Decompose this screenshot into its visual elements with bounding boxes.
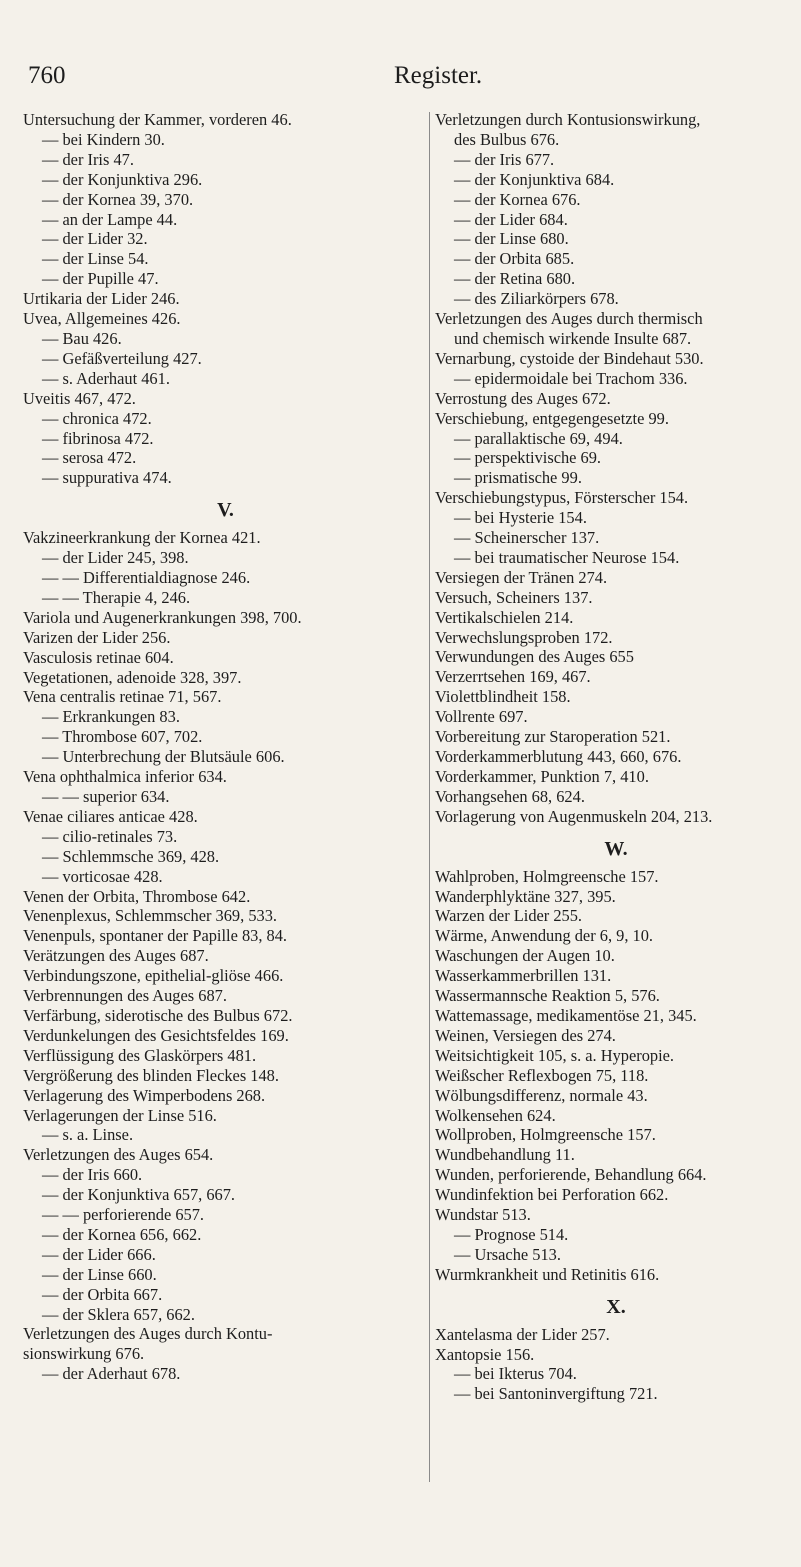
index-entry: — der Lider 666. <box>42 1244 156 1264</box>
index-entry: Verwundungen des Auges 655 <box>435 647 634 667</box>
index-entry: — — Differentialdiagnose 246. <box>42 568 251 588</box>
index-entry: Wundinfektion bei Perforation 662. <box>435 1185 669 1205</box>
index-entry: — der Orbita 685. <box>454 249 575 269</box>
index-entry: — — perforierende 657. <box>42 1205 205 1225</box>
index-entry: — des Ziliarkörpers 678. <box>454 289 619 309</box>
index-entry: Untersuchung der Kammer, vorderen 46. <box>23 110 292 129</box>
index-entry: — Scheinerscher 137. <box>454 528 600 548</box>
index-entry: — cilio-retinales 73. <box>42 826 178 846</box>
index-entry: Vena ophthalmica inferior 634. <box>23 767 227 787</box>
index-entry: — bei Santoninvergiftung 721. <box>454 1384 658 1404</box>
index-entry: — bei Kindern 30. <box>42 129 165 149</box>
index-entry: — der Iris 47. <box>42 149 134 169</box>
index-entry: Weißscher Reflexbogen 75, 118. <box>435 1065 649 1085</box>
index-entry: Wolkensehen 624. <box>435 1105 556 1125</box>
index-entry: — an der Lampe 44. <box>42 209 178 229</box>
section-letter: V. <box>217 499 234 522</box>
index-entry: Violettblindheit 158. <box>435 687 571 707</box>
index-entry: — Ursache 513. <box>454 1244 561 1264</box>
section-letter: X. <box>606 1295 626 1318</box>
index-entry: Vasculosis retinae 604. <box>23 647 174 667</box>
index-entry: — prismatische 99. <box>454 468 582 488</box>
index-entry: Wundbehandlung 11. <box>435 1145 575 1165</box>
index-entry: Vena centralis retinae 71, 567. <box>23 687 222 707</box>
index-entry: und chemisch wirkende Insulte 687. <box>454 328 692 348</box>
index-entry: Uveitis 467, 472. <box>23 388 136 408</box>
index-entry: — Thrombose 607, 702. <box>42 727 203 747</box>
index-entry: — — Therapie 4, 246. <box>42 587 191 607</box>
index-entry: Verletzungen des Auges durch Kontu- <box>23 1324 273 1344</box>
index-entry: — bei Hysterie 154. <box>454 508 587 528</box>
index-entry: — Prognose 514. <box>454 1224 569 1244</box>
index-entry: — der Lider 245, 398. <box>42 548 189 568</box>
index-entry: Verletzungen durch Kontusionswirkung, <box>435 110 701 129</box>
index-entry: Vorderkammerblutung 443, 660, 676. <box>435 747 682 766</box>
index-entry: — der Lider 684. <box>454 209 568 229</box>
index-entry: Vorhangsehen 68, 624. <box>435 786 585 806</box>
index-entry: — perspektivische 69. <box>454 448 602 468</box>
index-entry: — der Konjunktiva 684. <box>454 169 615 189</box>
index-entry: — chronica 472. <box>42 408 152 428</box>
index-entry: — der Konjunktiva 657, 667. <box>42 1185 236 1205</box>
index-entry: Urtikaria der Lider 246. <box>23 289 180 309</box>
index-entry: — der Sklera 657, 662. <box>42 1304 195 1324</box>
index-entry: Venae ciliares anticae 428. <box>23 806 198 826</box>
index-entry: Verzerrtsehen 169, 467. <box>435 667 591 687</box>
index-entry: — der Orbita 667. <box>42 1284 163 1304</box>
index-entry: — der Konjunktiva 296. <box>42 169 203 189</box>
index-entry: Wölbungsdifferenz, normale 43. <box>435 1085 648 1105</box>
index-entry: Verletzungen des Auges durch thermisch <box>435 309 703 329</box>
index-entry: Verbindungszone, epithelial-gliöse 466. <box>23 966 284 986</box>
page-number: 760 <box>28 62 66 89</box>
index-entry: Vollrente 697. <box>435 707 528 727</box>
index-entry: Vegetationen, adenoide 328, 397. <box>23 667 242 687</box>
index-entry: — Erkrankungen 83. <box>42 707 180 727</box>
index-entry: Xantopsie 156. <box>435 1344 535 1364</box>
index-entry: Weinen, Versiegen des 274. <box>435 1025 616 1045</box>
index-entry: sionswirkung 676. <box>23 1344 145 1364</box>
index-entry: Wollproben, Holmgreensche 157. <box>435 1125 656 1145</box>
index-entry: Xantelasma der Lider 257. <box>435 1324 610 1344</box>
index-entry: — serosa 472. <box>42 448 137 468</box>
index-entry: Verlagerung des Wimperbodens 268. <box>23 1085 266 1105</box>
index-entry: — der Iris 660. <box>42 1165 143 1185</box>
index-entry: — der Retina 680. <box>454 269 576 289</box>
index-entry: — der Linse 680. <box>454 229 569 249</box>
index-entry: — Unterbrechung der Blutsäule 606. <box>42 747 285 767</box>
index-entry: — der Iris 677. <box>454 149 555 169</box>
index-entry: Vertikalschielen 214. <box>435 607 574 627</box>
index-entry: Wundstar 513. <box>435 1205 531 1225</box>
index-entry: Varizen der Lider 256. <box>23 627 171 647</box>
index-entry: Vorlagerung von Augenmuskeln 204, 213. <box>435 806 713 826</box>
index-entry: — Bau 426. <box>42 328 122 348</box>
index-entry: Vakzineerkrankung der Kornea 421. <box>23 528 261 548</box>
page-header <box>0 62 801 94</box>
index-entry: — der Pupille 47. <box>42 269 159 289</box>
index-entry: — Schlemmsche 369, 428. <box>42 846 220 866</box>
right-column <box>435 110 797 1404</box>
index-entry: Variola und Augenerkrankungen 398, 700. <box>23 607 302 627</box>
column-divider <box>429 112 430 1482</box>
index-entry: — suppurativa 474. <box>42 468 172 488</box>
index-entry: Verdunkelungen des Gesichtsfeldes 169. <box>23 1025 289 1045</box>
section-letter: W. <box>604 837 628 860</box>
index-entry: Wassermannsche Reaktion 5, 576. <box>435 986 660 1006</box>
index-entry: — bei traumatischer Neurose 154. <box>454 547 680 567</box>
index-entry: — epidermoidale bei Trachom 336. <box>454 368 688 388</box>
index-entry: Verfärbung, siderotische des Bulbus 672. <box>23 1005 293 1025</box>
index-entry: Verschiebungstypus, Försterscher 154. <box>435 488 689 508</box>
index-entry: Verrostung des Auges 672. <box>435 388 611 408</box>
index-entry: — der Kornea 656, 662. <box>42 1224 202 1244</box>
index-entry: Vernarbung, cystoide der Bindehaut 530. <box>435 348 704 368</box>
index-entry: — — superior 634. <box>42 787 170 806</box>
index-entry: Vorbereitung zur Staroperation 521. <box>435 727 671 747</box>
index-entry: — der Lider 32. <box>42 229 148 249</box>
index-entry: — der Linse 660. <box>42 1264 157 1284</box>
index-entry: — fibrinosa 472. <box>42 428 154 448</box>
index-entry: Weitsichtigkeit 105, s. a. Hyperopie. <box>435 1045 675 1065</box>
index-entry: Verätzungen des Auges 687. <box>23 946 209 966</box>
index-entry: Verbrennungen des Auges 687. <box>23 986 227 1006</box>
index-entry: Verflüssigung des Glaskörpers 481. <box>23 1045 257 1065</box>
index-entry: Venenplexus, Schlemmscher 369, 533. <box>23 906 278 926</box>
index-entry: — s. Aderhaut 461. <box>42 368 170 388</box>
index-entry: Wurmkrankheit und Retinitis 616. <box>435 1264 660 1284</box>
index-entry: Vorderkammer, Punktion 7, 410. <box>435 766 649 786</box>
running-title: Register. <box>394 62 483 89</box>
index-entry: Versuch, Scheiners 137. <box>435 587 593 607</box>
index-entry: Wärme, Anwendung der 6, 9, 10. <box>435 926 654 946</box>
index-entry: Wanderphlyktäne 327, 395. <box>435 886 616 906</box>
index-entry: — der Kornea 39, 370. <box>42 189 194 209</box>
index-entry: — der Linse 54. <box>42 249 149 269</box>
index-entry: Uvea, Allgemeines 426. <box>23 309 181 329</box>
index-entry: — bei Ikterus 704. <box>454 1364 577 1384</box>
index-entry: — der Aderhaut 678. <box>42 1364 181 1384</box>
index-entry: Warzen der Lider 255. <box>435 906 583 926</box>
index-entry: — Gefäßverteilung 427. <box>42 348 202 368</box>
index-entry: Wunden, perforierende, Behandlung 664. <box>435 1165 707 1185</box>
index-entry: Wattemassage, medikamentöse 21, 345. <box>435 1005 697 1025</box>
index-entry: Vergrößerung des blinden Fleckes 148. <box>23 1065 279 1085</box>
index-entry: Verlagerungen der Linse 516. <box>23 1105 217 1125</box>
index-entry: Versiegen der Tränen 274. <box>435 567 608 587</box>
index-entry: — s. a. Linse. <box>42 1125 134 1145</box>
index-entry: Verwechslungsproben 172. <box>435 627 613 647</box>
index-entry: Waschungen der Augen 10. <box>435 946 615 966</box>
index-entry: Venenpuls, spontaner der Papille 83, 84. <box>23 926 288 946</box>
left-column <box>23 110 428 1384</box>
index-entry: Wasserkammerbrillen 131. <box>435 966 612 986</box>
index-entry: des Bulbus 676. <box>454 129 560 149</box>
index-entry: Venen der Orbita, Thrombose 642. <box>23 886 251 906</box>
index-entry: Wahlproben, Holmgreensche 157. <box>435 866 659 886</box>
index-entry: — der Kornea 676. <box>454 189 581 209</box>
index-entry: — vorticosae 428. <box>42 866 163 886</box>
index-entry: Verschiebung, entgegengesetzte 99. <box>435 408 669 428</box>
index-entry: — parallaktische 69, 494. <box>454 428 623 448</box>
index-entry: Verletzungen des Auges 654. <box>23 1145 214 1165</box>
